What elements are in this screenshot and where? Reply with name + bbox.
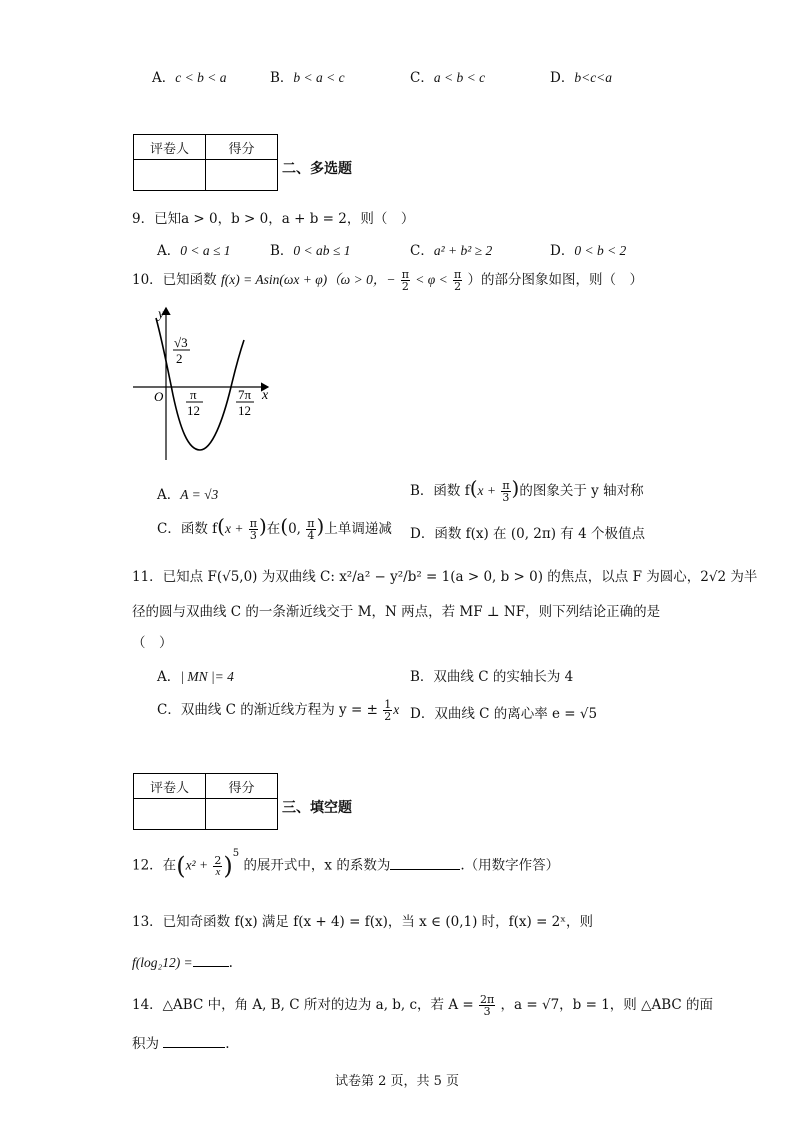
sine-graph-figure [128,300,278,470]
q9-option-a[interactable]: A．0 < a ≤ 1 [157,243,231,259]
section-title-multiple-choice: 二、多选题 [282,161,352,177]
grader-header: 评卷人 [134,774,206,799]
score-header: 得分 [206,135,278,160]
grader-cell[interactable] [134,160,206,191]
q14-answer-blank[interactable] [163,1047,225,1048]
y-tick-denominator: 2 [176,351,183,366]
section-title-fill-in: 三、填空题 [282,800,352,816]
score-table-section2 [133,134,278,191]
q12: 12．在(x² + $\frac{2}{x}$ )$^5$ 的展开式中，x 的系数为 .（用数字作答） [132,848,560,880]
q11-option-b[interactable]: B．双曲线 C 的实轴长为 4 [410,669,574,685]
q10-option-c[interactable]: C．函数 f(x + $\frac{\pi}{3}$ )在(0, $\frac{\pi}{4}$ )上单调递减 [157,514,392,542]
score-cell[interactable] [206,799,278,830]
q8-option-d[interactable]: D．b<c<a [550,70,613,86]
score-cell[interactable] [206,160,278,191]
x-tick2-numerator: 7π [238,387,252,402]
q11-line3: （ ） [132,635,173,651]
pi-over-2-fraction: $\frac{\pi}{2}$ [454,268,462,293]
origin-label: O [154,389,164,404]
q11-option-a[interactable]: A．| MN |= 4 [157,669,234,685]
y-axis-label: y [158,307,165,322]
q11-option-d[interactable]: D．双曲线 C 的离心率 e = √5 [410,706,598,722]
q13-line2: f(log₂12) = . [132,955,233,971]
q10-option-d[interactable]: D．函数 f(x) 在 (0, 2π) 有 4 个极值点 [410,526,645,542]
grader-header: 评卷人 [134,135,206,160]
q9-stem: 9．已知a > 0，b > 0，a + b = 2，则（ ） [132,211,415,227]
q13-line1: 13．已知奇函数 f(x) 满足 f(x + 4) = f(x)，当 x ∈ (0,1) 时，f(x) = 2ˣ，则 [132,914,593,930]
page-footer: 试卷第 2 页，共 5 页 [334,1074,460,1089]
q9-option-c[interactable]: C．a² + b² ≥ 2 [410,243,493,259]
q8-option-a[interactable]: A．c < b < a [152,70,227,86]
q10-stem: 10．已知函数 f(x) = Asin(ωx + φ)（ω > 0，− $\frac{\pi}{2}$ < φ < $\frac{\pi}{2}$ ）的部分图象如图，则（ ） [132,268,644,293]
sine-curve [156,318,244,450]
q8-option-c[interactable]: C．a < b < c [410,70,486,86]
q8-option-b[interactable]: B．b < a < c [270,70,345,86]
q13-answer-blank[interactable] [193,966,229,967]
q9-option-d[interactable]: D．0 < b < 2 [550,243,627,259]
x-axis-label: x [262,388,269,403]
q9-option-b[interactable]: B．0 < ab ≤ 1 [270,243,351,259]
x-tick1-numerator: π [190,387,197,402]
y-tick-numerator: √3 [174,335,188,350]
q11-line1: 11．已知点 F(√5,0) 为双曲线 C: x²/a² − y²/b² = 1(a > 0, b > 0) 的焦点，以点 F 为圆心，2√2 为半 [132,569,758,585]
q11-option-c[interactable]: C．双曲线 C 的渐近线方程为 y = ± $\frac{1}{2}$ x [157,698,400,723]
score-header: 得分 [206,774,278,799]
x-tick2-denominator: 12 [238,403,251,418]
pi-over-2-fraction: $\frac{\pi}{2}$ [401,268,409,293]
q10-option-a[interactable]: A．A = √3 [157,487,219,503]
x-tick1-denominator: 12 [187,403,200,418]
q10-option-b[interactable]: B．函数 f(x + $\frac{\pi}{3}$ )的图象关于 y 轴对称 [410,476,644,504]
q12-answer-blank[interactable] [390,869,460,870]
grader-cell[interactable] [134,799,206,830]
q14-line2: 积为 . [132,1036,230,1052]
q11-line2: 径的圆与双曲线 C 的一条渐近线交于 M，N 两点，若 MF ⊥ NF，则下列结论正确的是 [132,604,661,620]
q14-line1: 14．△ABC 中，角 A, B, C 所对的边为 a, b, c，若 A = $\frac{2\pi}{3}$ ，a = √7，b = 1，则 △ABC 的面 [132,993,714,1018]
score-table-section3 [133,773,278,830]
